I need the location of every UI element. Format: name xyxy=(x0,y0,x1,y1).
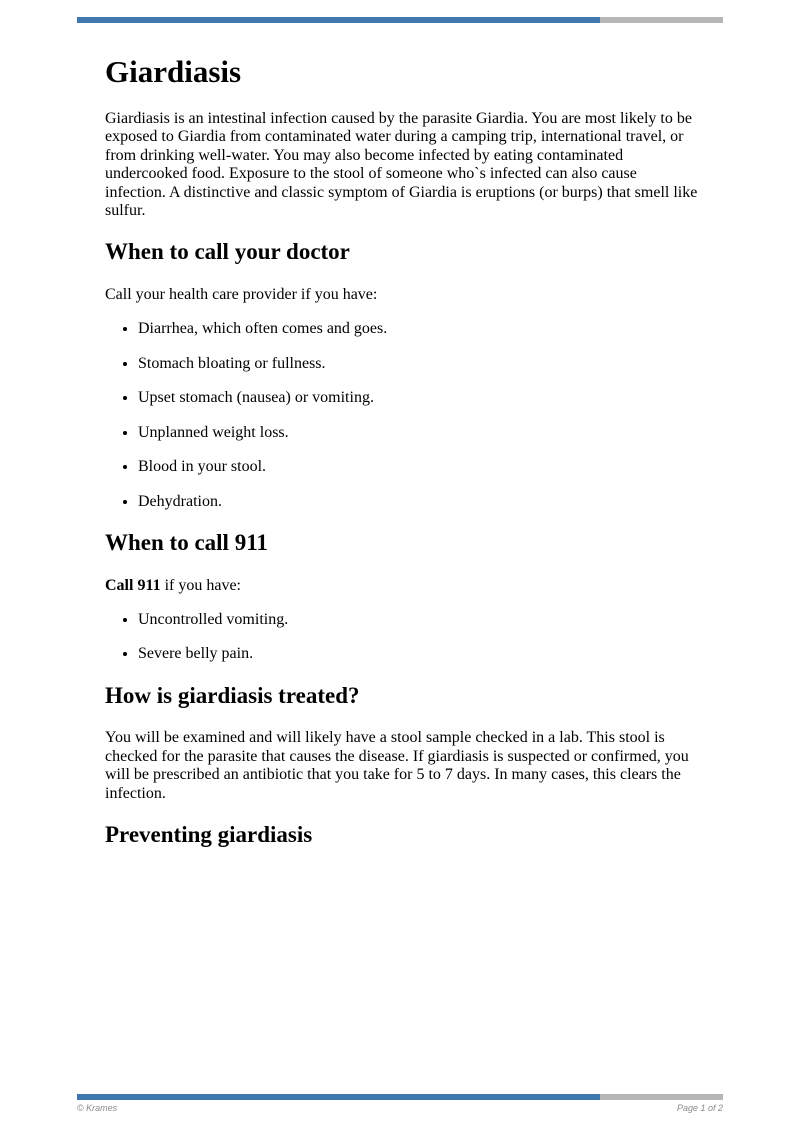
list-item: • Blood in your stool. xyxy=(138,458,699,476)
footer-meta-row xyxy=(77,1103,723,1113)
section-heading-prevention: Preventing giardiasis xyxy=(105,822,313,848)
section-heading-when-to-call-911: When to call 911 xyxy=(105,529,268,555)
doctor-lead-text: Call your health care provider if you have: xyxy=(105,286,378,304)
intro-paragraph: Giardiasis is an intestinal infection caused by the parasite Giardia. You are most likely to be exposed to Giardia from contaminated water during a camping trip, international travel, or from drinking well-water. You may also become infected by eating contaminated undercooked food. Exposure to the stool of someone who`s infected can also cause infection. A distinctive and classic symptom of Giardia is eruptions (or burps) that smell like sulfur. xyxy=(105,109,698,219)
call911-lead-rest: if you have: xyxy=(160,576,241,594)
section-heading-treatment: How is giardiasis treated? xyxy=(105,682,360,708)
page-number: Page 1 of 2 xyxy=(676,1103,723,1113)
section-heading-when-to-call-doctor: When to call your doctor xyxy=(105,239,350,265)
list-item: • Severe belly pain. xyxy=(138,645,699,663)
footer-rule-bar xyxy=(77,1094,723,1100)
list-item: • Dehydration. xyxy=(138,493,699,511)
call911-lead-text xyxy=(105,577,699,595)
list-item: • Uncontrolled vomiting. xyxy=(138,611,699,629)
page-title: Giardiasis xyxy=(105,54,242,89)
document-body xyxy=(105,54,699,849)
list-item: • Diarrhea, which often comes and goes. xyxy=(138,320,699,338)
top-rule-bar xyxy=(77,17,723,23)
top-rule-blue-segment xyxy=(77,17,600,23)
doctor-symptom-list xyxy=(105,320,699,510)
footer-rule-blue-segment xyxy=(77,1094,600,1100)
footer-rule-gray-segment xyxy=(600,1094,723,1100)
list-item: • Stomach bloating or fullness. xyxy=(138,355,699,373)
list-item: • Upset stomach (nausea) or vomiting. xyxy=(138,389,699,407)
top-rule-gray-segment xyxy=(600,17,723,23)
page-footer xyxy=(0,1094,800,1113)
top-rule xyxy=(0,0,800,23)
call911-lead-bold: Call 911 xyxy=(105,576,161,594)
treatment-paragraph: You will be examined and will likely have a stool sample checked in a lab. This stool is checked for the parasite that causes the disease. If giardiasis is suspected or confirmed, you will be prescribed an antibiotic that you take for 5 to 7 days. In many cases, this clears the infection. xyxy=(105,729,689,802)
list-item: • Unplanned weight loss. xyxy=(138,424,699,442)
copyright-text: © Krames xyxy=(77,1103,118,1113)
call911-symptom-list xyxy=(105,611,699,664)
